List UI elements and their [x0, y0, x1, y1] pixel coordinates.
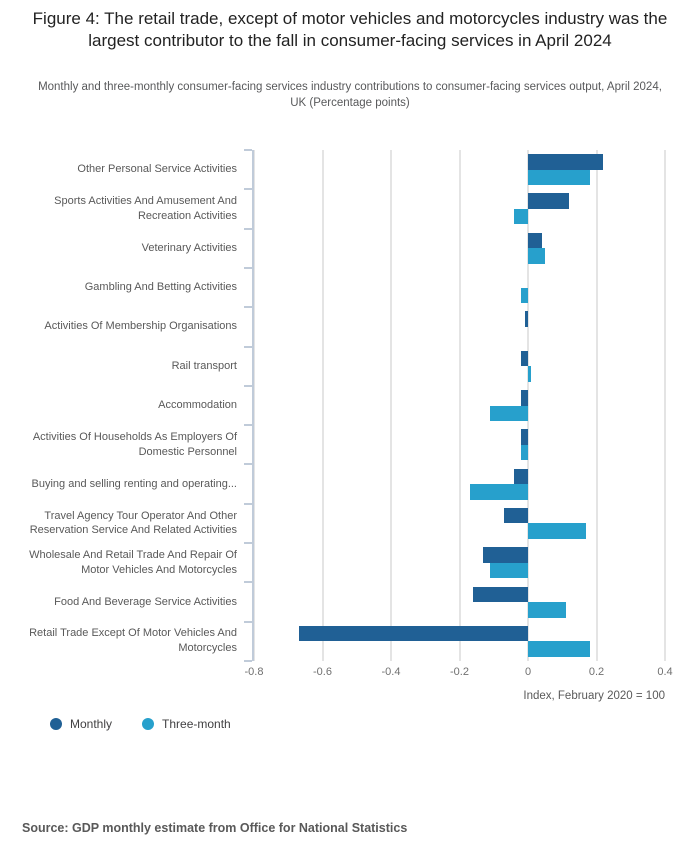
category-label: Activities Of Households As Employers Of Domestic Personnel [32, 430, 237, 458]
bar-three-month [470, 484, 528, 500]
x-tick-label: -0.6 [313, 666, 332, 678]
bar-three-month [514, 209, 528, 225]
x-tick-label: 0 [524, 666, 532, 678]
gridline [390, 150, 392, 661]
category-axis-tick [244, 149, 252, 151]
category-label: Travel Agency Tour Operator And Other Reservation Service And Related Activities [29, 509, 237, 537]
figure-subtitle: Monthly and three-monthly consumer-facing services industry contributions to consumer-facing services output, April 2024, UK (Percentage points) [38, 81, 662, 110]
bar-three-month [528, 602, 566, 618]
bar-monthly [483, 547, 528, 563]
source-note: Source: GDP monthly estimate from Office for National Statistics [22, 821, 408, 835]
bar-three-month [528, 641, 590, 657]
bar-monthly [299, 626, 528, 642]
category-label: Wholesale And Retail Trade And Repair Of Motor Vehicles And Motorcycles [29, 548, 237, 576]
bar-monthly [473, 587, 528, 603]
category-label: Food And Beverage Service Activities [54, 595, 237, 608]
bar-monthly [528, 233, 542, 249]
x-tick-label: 0.4 [657, 666, 673, 678]
category-axis-tick [244, 228, 252, 230]
chart-legend [50, 717, 231, 731]
gridline [664, 150, 666, 661]
x-axis-tick-labels [244, 666, 673, 680]
category-axis-tick [244, 463, 252, 465]
category-label: Buying and selling renting and operating... [31, 477, 237, 490]
legend-label: Monthly [70, 717, 113, 731]
category-label: Sports Activities And Amusement And Recreation Activities [54, 195, 237, 222]
category-label: Retail Trade Except Of Motor Vehicles And Motorcycles [29, 627, 237, 655]
category-axis-tick [244, 188, 252, 190]
category-axis-tick [244, 424, 252, 426]
bar-monthly [521, 429, 528, 445]
category-axis-tick [244, 267, 252, 269]
category-label: Gambling And Betting Activities [84, 281, 237, 294]
bar-monthly [521, 390, 528, 406]
category-axis-tick [244, 385, 252, 387]
x-tick-label: 0.2 [588, 666, 605, 678]
bar-three-month [528, 523, 586, 539]
bar-monthly [528, 193, 569, 209]
bar-chart [0, 150, 700, 702]
gridline [596, 150, 598, 661]
bar-monthly [521, 351, 528, 367]
legend-label: Three-month [162, 717, 231, 731]
plot-area [254, 150, 665, 661]
bar-three-month [521, 445, 528, 461]
bar-monthly [504, 508, 528, 524]
x-tick-label: -0.4 [381, 666, 401, 678]
category-axis-line [252, 150, 254, 661]
category-label: Rail transport [171, 359, 237, 372]
bar-three-month [528, 366, 531, 382]
legend-swatch-icon [50, 718, 62, 730]
bar-three-month [528, 248, 545, 264]
category-axis-tick [244, 346, 252, 348]
category-axis-tick [244, 542, 252, 544]
x-tick-label: -0.2 [450, 666, 469, 678]
category-axis-tick [244, 581, 252, 583]
bar-three-month [521, 288, 528, 304]
category-axis-tick [244, 660, 252, 662]
gridline [322, 150, 324, 661]
legend-item [50, 717, 112, 731]
category-label: Activities Of Membership Organisations [44, 320, 237, 333]
bar-three-month [490, 563, 528, 579]
legend-item [142, 717, 231, 731]
x-tick-label: -0.8 [244, 666, 264, 678]
bar-monthly [525, 311, 528, 327]
category-axis-tick [244, 503, 252, 505]
category-axis-tick [244, 306, 252, 308]
category-label: Accommodation [158, 399, 237, 412]
bar-monthly [514, 469, 528, 485]
bar-three-month [490, 406, 528, 422]
x-axis-title: Index, February 2020 = 100 [523, 690, 665, 702]
category-axis-labels [0, 150, 246, 661]
legend-swatch-icon [142, 718, 154, 730]
figure-title: Figure 4: The retail trade, except of motor vehicles and motorcycles industry was the largest contributor to the fall in consumer-facing services in April 2024 [32, 9, 668, 51]
category-label: Other Personal Service Activities [77, 163, 237, 176]
gridline [459, 150, 461, 661]
bar-monthly [528, 154, 603, 170]
bar-three-month [528, 170, 590, 186]
category-label: Veterinary Activities [141, 241, 237, 254]
category-axis-tick [244, 621, 252, 623]
